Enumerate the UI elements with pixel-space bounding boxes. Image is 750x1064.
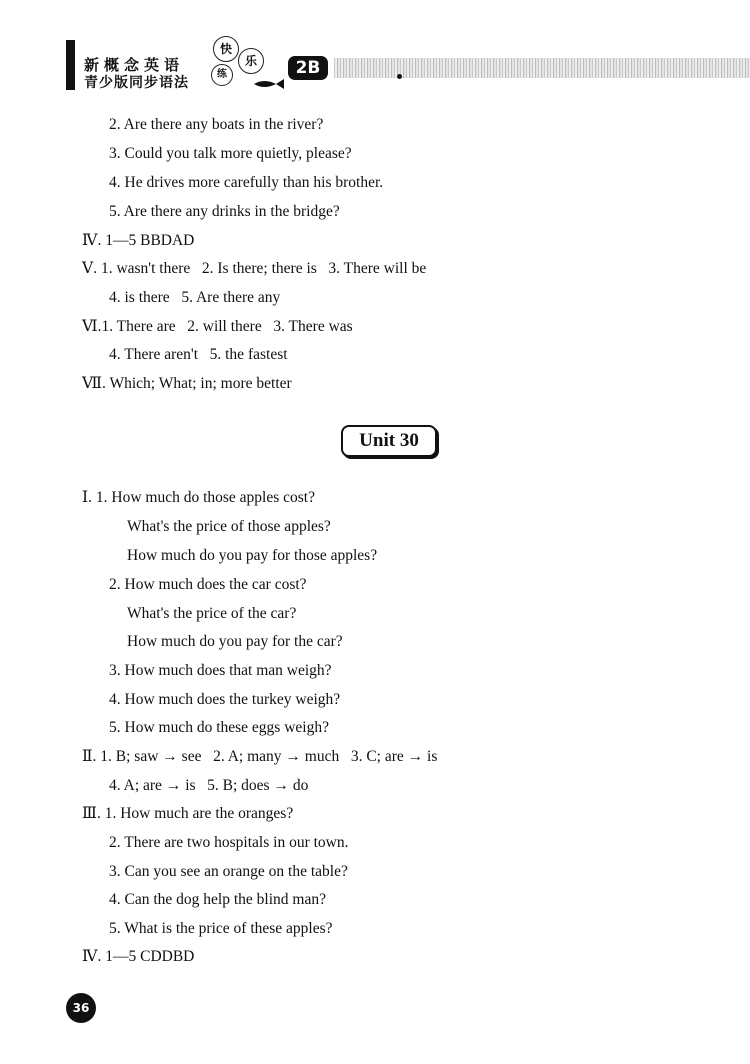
answer-line: 3. Can you see an orange on the table? <box>109 863 348 880</box>
answer-line: 4. How much does the turkey weigh? <box>109 691 341 708</box>
answer-line: How much do you pay for the car? <box>127 633 343 650</box>
section-line: Ⅱ. 1. B; saw → see 2. A; many → much 3. C; are → is <box>82 748 438 765</box>
section-line: Ⅵ.1. There are 2. will there 3. There was <box>82 318 353 335</box>
answer-line: What's the price of those apples? <box>127 518 331 535</box>
answer-line: How much do you pay for those apples? <box>127 547 378 564</box>
logo-char-2: 乐 <box>238 48 264 74</box>
answer-line: 2. How much does the car cost? <box>109 576 307 593</box>
section-line: Ⅶ. Which; What; in; more better <box>82 375 292 392</box>
section-line: Ⅴ. 1. wasn't there 2. Is there; there is 3. There will be <box>82 260 427 277</box>
header-bar <box>66 40 75 90</box>
fish-icon <box>252 78 286 90</box>
section-line: Ⅲ. 1. How much are the oranges? <box>82 805 294 822</box>
answer-line: What's the price of the car? <box>127 605 297 622</box>
page-number: 36 <box>66 993 96 1023</box>
answer-line: 5. Are there any drinks in the bridge? <box>109 203 340 220</box>
book-level-badge: 2B <box>288 56 328 80</box>
unit-title <box>341 425 437 457</box>
answer-line: 4. There aren't 5. the fastest <box>109 346 288 363</box>
answer-line: 2. Are there any boats in the river? <box>109 116 324 133</box>
answer-line: 4. Can the dog help the blind man? <box>109 891 326 908</box>
answer-line: 4. is there 5. Are there any <box>109 289 281 306</box>
answer-line: 3. How much does that man weigh? <box>109 662 332 679</box>
answer-line: 5. What is the price of these apples? <box>109 920 333 937</box>
unit-title-text: Unit 30 <box>359 430 419 451</box>
answer-line: 5. How much do these eggs weigh? <box>109 719 329 736</box>
answer-line: 4. A; are → is 5. B; does → do <box>109 777 309 794</box>
book-title: 新概念英语 <box>84 56 185 74</box>
book-subtitle: 青少版同步语法 <box>84 75 189 91</box>
logo-char-3: 练 <box>211 64 233 86</box>
section-line: Ⅰ. 1. How much do those apples cost? <box>82 489 315 506</box>
section-line: Ⅳ. 1—5 BBDAD <box>82 232 195 249</box>
header-dot <box>397 74 402 79</box>
answer-line: 3. Could you talk more quietly, please? <box>109 145 352 162</box>
answer-line: 2. There are two hospitals in our town. <box>109 834 349 851</box>
logo-char-1: 快 <box>213 36 239 62</box>
page-header <box>66 40 750 96</box>
answer-line: 4. He drives more carefully than his brother. <box>109 174 384 191</box>
section-line: Ⅳ. 1—5 CDDBD <box>82 948 195 965</box>
